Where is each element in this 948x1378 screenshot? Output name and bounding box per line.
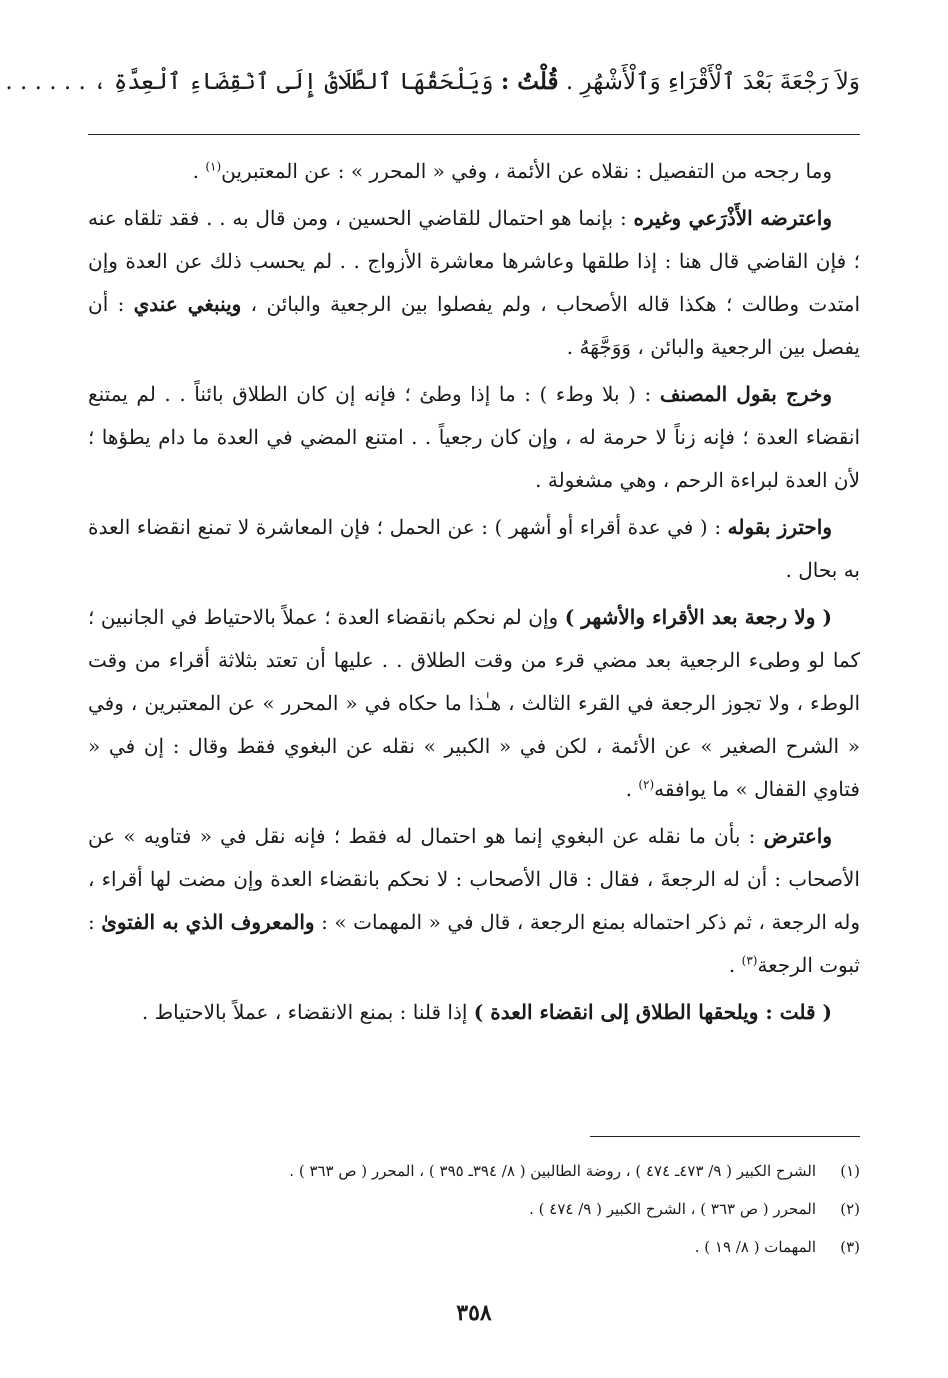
para-7-text: إذا قلنا : بمنع الانقضاء ، عملاً بالاحتياط . <box>141 1000 474 1024</box>
footnote-2 <box>88 1190 860 1228</box>
paragraph-7 <box>88 991 860 1034</box>
page-number: ٣٥٨ <box>456 1300 492 1326</box>
para-4-text: : ( في عدة أقراء أو أشهر ) : عن الحمل ؛ فإن المعاشرة لا تمنع انقضاء العدة به بحال . <box>88 515 860 582</box>
para-6-end: . <box>728 953 742 977</box>
para-6-text: : بأن ما نقله عن البغوي إنما هو احتمال له فقط ؛ فإنه نقل في « فتاويه » عن الأصحاب : أن له الرجعةَ ، فقال : قال الأصحاب : لا نحكم بانقضاء العدة وإن مضت لها أقراء ، وله الرجعة ، ثم ذكر احتماله بمنع الرجعة ، قال في « المهمات » : <box>88 824 860 934</box>
footnote-divider <box>590 1136 860 1137</box>
header-lead: قُلْتُ : <box>500 68 559 95</box>
paragraph-2 <box>88 197 860 369</box>
header-divider <box>88 134 860 135</box>
para-6-lead: واعترض <box>763 824 832 848</box>
footnote-1-text: الشرح الكبير ( ٩/ ٤٧٣ـ ٤٧٤ ) ، روضة الطالبين ( ٨/ ٣٩٤ـ ٣٩٥ ) ، المحرر ( ص ٣٦٣ ) . <box>289 1162 816 1180</box>
footnote-ref-2: (٢) <box>638 777 655 792</box>
paragraph-1 <box>88 150 860 193</box>
para-4-lead: واحترز بقوله <box>727 515 832 539</box>
paragraph-4 <box>88 506 860 592</box>
paragraph-3 <box>88 373 860 502</box>
paragraph-6 <box>88 815 860 987</box>
paragraph-5 <box>88 596 860 811</box>
footnote-3-text: المهمات ( ٨/ ١٩ ) . <box>694 1238 816 1256</box>
footnote-3 <box>88 1228 860 1266</box>
para-6-text-2: : ثبوت الرجعة <box>88 910 860 977</box>
footnote-2-number: (٢) <box>840 1200 860 1218</box>
para-5-lead: ( ولا رجعة بعد الأقراء والأشهر ) <box>564 605 832 629</box>
para-2-text-2: : أن يفصل بين الرجعية والبائن ، وَوَجَّهَهُ . <box>88 292 860 359</box>
footnote-1-number: (١) <box>840 1162 860 1180</box>
footnote-ref-3: (٣) <box>741 953 758 968</box>
footnotes <box>88 1152 860 1266</box>
para-5-text: وإن لم نحكم بانقضاء العدة ؛ عملاً بالاحتياط في الجانبين ؛ كما لو وطىء الرجعية بعد مضي قرء من وقت الطلاق . . عليها أن تعتد بثلاثة أقراء من وقت الوطء ، ولا تجوز الرجعة في القرء الثالث ، هـٰذا ما حكاه في « المحرر » عن المعتبرين ، وفي « الشرح الصغير » عن الأئمة ، لكن في « الكبير » نقله عن البغوي فقط وقال : إن في « فتاوي القفال » ما يوافقه <box>88 605 860 801</box>
body-text <box>88 150 860 1038</box>
footnote-ref-1: (١) <box>205 159 222 174</box>
para-1-text: وما رجحه من التفصيل : نقلاه عن الأئمة ، وفي « المحرر » : عن المعتبرين <box>221 159 832 183</box>
header-text-2: وَيَلْحَقُهَا ٱلطَّلَاقُ إِلَى ٱنْقِضَاءِ ٱلْعِدَّةِ ، . . . . . . <box>5 69 494 95</box>
para-6-lead-2: والمعروف الذي به الفتوىٰ <box>101 910 315 934</box>
footnote-1 <box>88 1152 860 1190</box>
para-5-end: . <box>625 777 639 801</box>
para-2-lead: واعترضه الأَذْرَعي وغيره <box>633 206 832 230</box>
para-7-lead: ( قلت : ويلحقها الطلاق إلى انقضاء العدة ) <box>473 1000 832 1024</box>
footnote-2-text: المحرر ( ص ٣٦٣ ) ، الشرح الكبير ( ٩/ ٤٧٤ ) . <box>529 1200 816 1218</box>
para-1-end: . <box>192 159 206 183</box>
running-header <box>5 62 860 102</box>
para-3-text: : ( بلا وطء ) : ما إذا وطئ ؛ فإنه إن كان الطلاق بائناً . . لم يمتنع انقضاء العدة ؛ فإنه زناً لا حرمة له ، وإن كان رجعياً . . امتنع المضي في العدة ما دام يطؤها ؛ لأن العدة لبراءة الرحم ، وهي مشغولة . <box>88 382 860 492</box>
footnote-3-number: (٣) <box>840 1238 860 1256</box>
header-text: وَلاَ رَجْعَةَ بَعْدَ ٱلْأَقْرَاءِ وَٱلْأَشْهُرِ . <box>565 69 860 95</box>
para-3-lead: وخرج بقول المصنف <box>659 382 832 406</box>
para-2-lead-2: وينبغي عندي <box>133 292 242 316</box>
para-2-text: : بإنما هو احتمال للقاضي الحسين ، ومن قال به . . فقد تلقاه عنه ؛ فإن القاضي قال هنا : إذا طلقها وعاشرها معاشرة الأزواج . . لم يحسب ذلك عن العدة وإن امتدت وطالت ؛ هكذا قاله الأصحاب ، ولم يفصلوا بين الرجعية والبائن ، <box>88 206 861 316</box>
